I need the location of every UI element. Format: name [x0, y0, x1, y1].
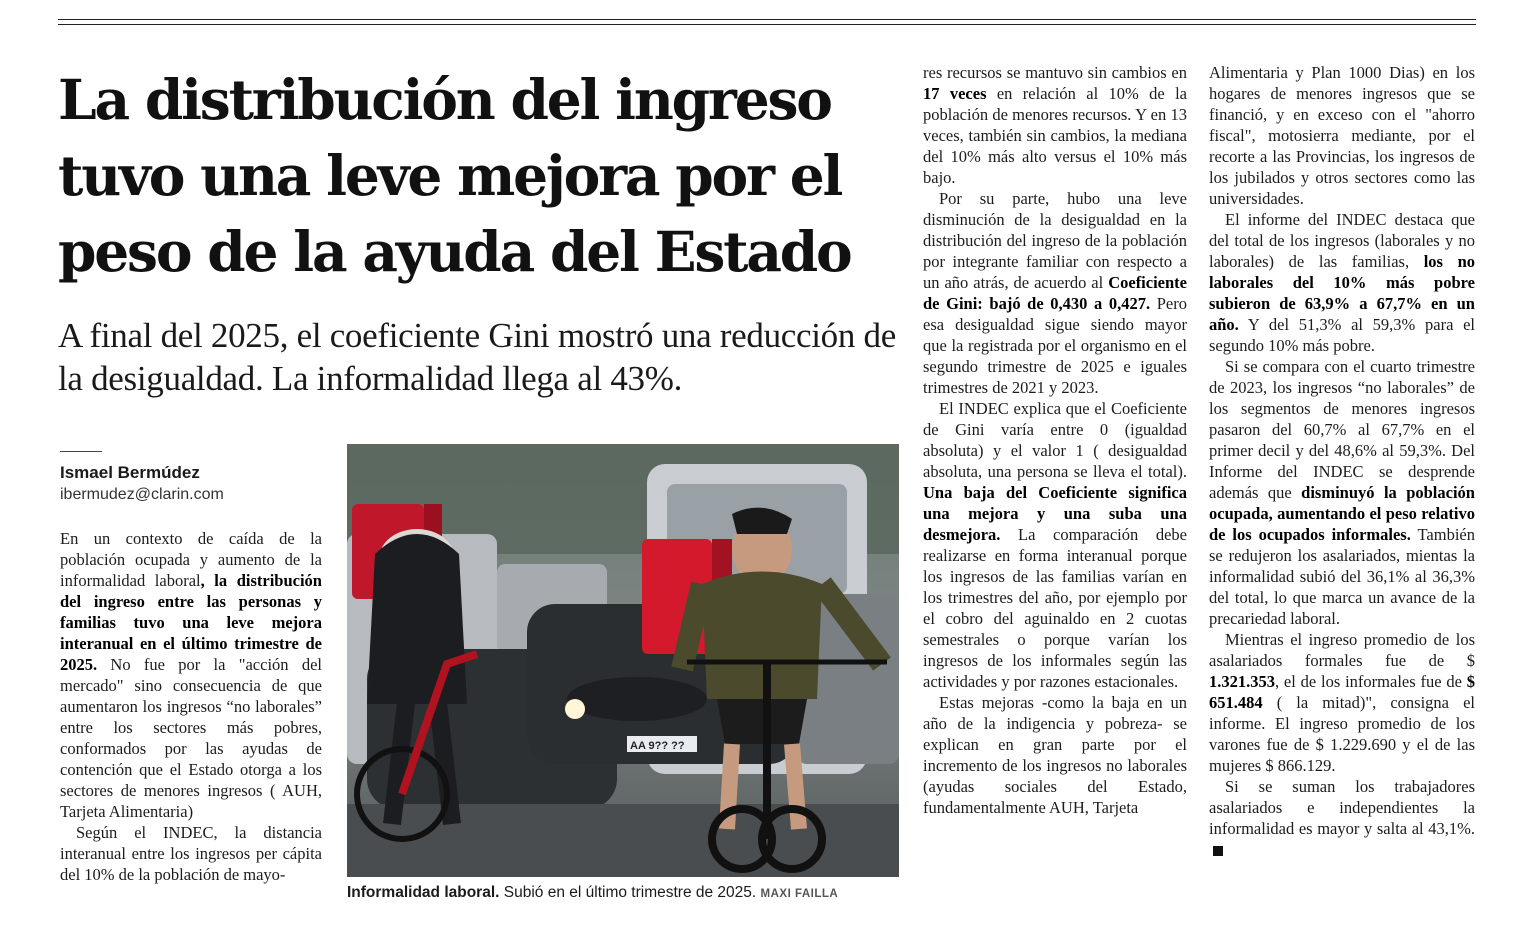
top-rule: [58, 19, 1476, 20]
paragraph-text: Pero esa desigualdad sigue siendo mayor que la registrada por el organismo en el segundo trimestre de 2025 e iguales trimestres de 2021 y 2023.: [923, 294, 1187, 397]
byline-rule: [60, 451, 102, 452]
paragraph-text: Si se suman los trabajadores asalariados e independientes la informalidad es mayor y salta al 43,1%.: [1209, 777, 1475, 838]
article-column-4: [1209, 62, 1475, 860]
end-mark-icon: [1213, 846, 1223, 856]
bold-text: , la distribución del ingreso entre las personas y familias tuvo una leve mejora interanual en el último trimestre de 2025.: [60, 571, 322, 674]
paragraph-text: en relación al 10% de la población de menores recursos. Y en 13 veces, también sin cambios, la mediana del 10% más alto versus el 10% más bajo.: [923, 84, 1187, 187]
paragraph: [1209, 356, 1475, 629]
paragraph: [923, 188, 1187, 398]
paragraph-text: Mientras el ingreso promedio de los asalariados formales fue de $: [1209, 630, 1475, 670]
author-email[interactable]: ibermudez@clarin.com: [60, 486, 224, 503]
bold-text: disminuyó la población ocupada, aumentando el peso relativo de los ocupados informales.: [1209, 483, 1475, 544]
caption-text: Subió en el último trimestre de 2025.: [499, 884, 761, 901]
caption-lead: Informalidad laboral.: [347, 884, 500, 901]
paragraph-text: También se redujeron los asalariados, mientas la informalidad subió del 36,1% al 36,3% del total, lo que marca un avance de la precariedad laboral.: [1209, 525, 1475, 628]
paragraph-text: El INDEC explica que el Coeficiente de Gini varía entre 0 (igualdad absoluta) y el valor 1 ( desigualdad absoluta, una persona se lleva el total).: [923, 399, 1187, 481]
news-photo: [347, 444, 899, 877]
article-column-1: [60, 528, 322, 885]
paragraph-text: No fue por la "acción del mercado" sino consecuencia de que aumentaron los ingresos “no laborales” entre los sectores más pobres, conformados por las ayudas de contención que el Estado otorga a los sectores de menores ingresos ( AUH, Tarjeta Alimentaria): [60, 655, 322, 821]
paragraph-text: res recursos se mantuvo sin cambios en: [923, 63, 1187, 82]
headline: La distribución del ingreso tuvo una leve mejora por el peso de la ayuda del Estado: [58, 67, 851, 284]
photo-caption: [347, 884, 907, 902]
paragraph: [60, 528, 322, 822]
bold-text: $ 651.484: [1209, 672, 1475, 712]
bold-text: 17 veces: [923, 84, 987, 103]
license-plate-text: AA 9?? ??: [630, 740, 685, 752]
bold-text: 1.321.353: [1209, 672, 1275, 691]
deck: A final del 2025, el coeficiente Gini mostró una reducción de la desigualdad. La informalidad llega al 43%.: [58, 316, 896, 398]
paragraph: [1209, 776, 1475, 860]
paragraph: [1209, 629, 1475, 776]
paragraph: [923, 62, 1187, 188]
bold-text: los no laborales del 10% más pobre subieron de 63,9% a 67,7% en un año.: [1209, 252, 1476, 334]
paragraph-text: En un contexto de caída de la población ocupada y aumento de la informalidad laboral: [60, 529, 322, 590]
paragraph-text: Alimentaria y Plan 1000 Dias) en los hogares de menores ingresos que se financió, y en exceso con el "ahorro fiscal", motosierra mediante, por el recorte a las Provincias, los ingresos de los jubilados y otros sectores como las universidades.: [1209, 63, 1475, 208]
paragraph-text: Según el INDEC, la distancia interanual entre los ingresos per cápita del 10% de la población de mayo-: [60, 823, 322, 884]
article-column-3: [923, 62, 1187, 818]
paragraph: [923, 398, 1187, 692]
paragraph: [1209, 209, 1475, 356]
photo-credit: MAXI FAILLA: [760, 888, 839, 900]
paragraph: [1209, 62, 1475, 209]
author-name: Ismael Bermúdez: [60, 463, 200, 482]
bold-text: Una baja del Coeficiente significa una mejora y una suba una desmejora.: [923, 483, 1187, 544]
paragraph: [923, 692, 1187, 818]
paragraph-text: Si se compara con el cuarto trimestre de 2023, los ingresos “no laborales” de los segmentos de menores ingresos pasaron del 60,7% al 67,7% en el primer decil y del 48,6% al 59,3%. Del Informe del INDEC se desprende además que: [1209, 357, 1475, 502]
top-rule-secondary: [58, 24, 1476, 25]
paragraph-text: Por su parte, hubo una leve disminución de la desigualdad en la distribución del ingreso de la población por integrante familiar con respecto a un año atrás, de acuerdo al: [923, 189, 1187, 292]
paragraph-text: El informe del INDEC destaca que del total de los ingresos (laborales y no laborales) de las familias,: [1209, 210, 1475, 271]
paragraph-text: ( la mitad)", consigna el informe. El ingreso promedio de los varones fue de $ 1.229.690 y el de las mujeres $ 866.129.: [1209, 693, 1475, 775]
paragraph: [60, 822, 322, 885]
paragraph-text: , el de los informales fue de: [1275, 672, 1467, 691]
paragraph-text: La comparación debe realizarse en forma interanual porque los ingresos de las familias varían en los trimestres del año, por ejemplo por el cobro del aguinaldo en 2 cuotas semestrales o porque varían los ingresos de los informales según las actividades y por razones estacionales.: [923, 525, 1187, 691]
paragraph-text: Estas mejoras -como la baja en un año de la indigencia y pobreza- se explican en gran parte por el incremento de los ingresos no laborales (ayudas sociales del Estado, fundamentalmente AUH, Tarjeta: [923, 693, 1187, 817]
paragraph-text: Y del 51,3% al 59,3% para el segundo 10% más pobre.: [1209, 315, 1475, 355]
bold-text: Coeficiente de Gini: bajó de 0,430 a 0,427.: [923, 273, 1187, 313]
